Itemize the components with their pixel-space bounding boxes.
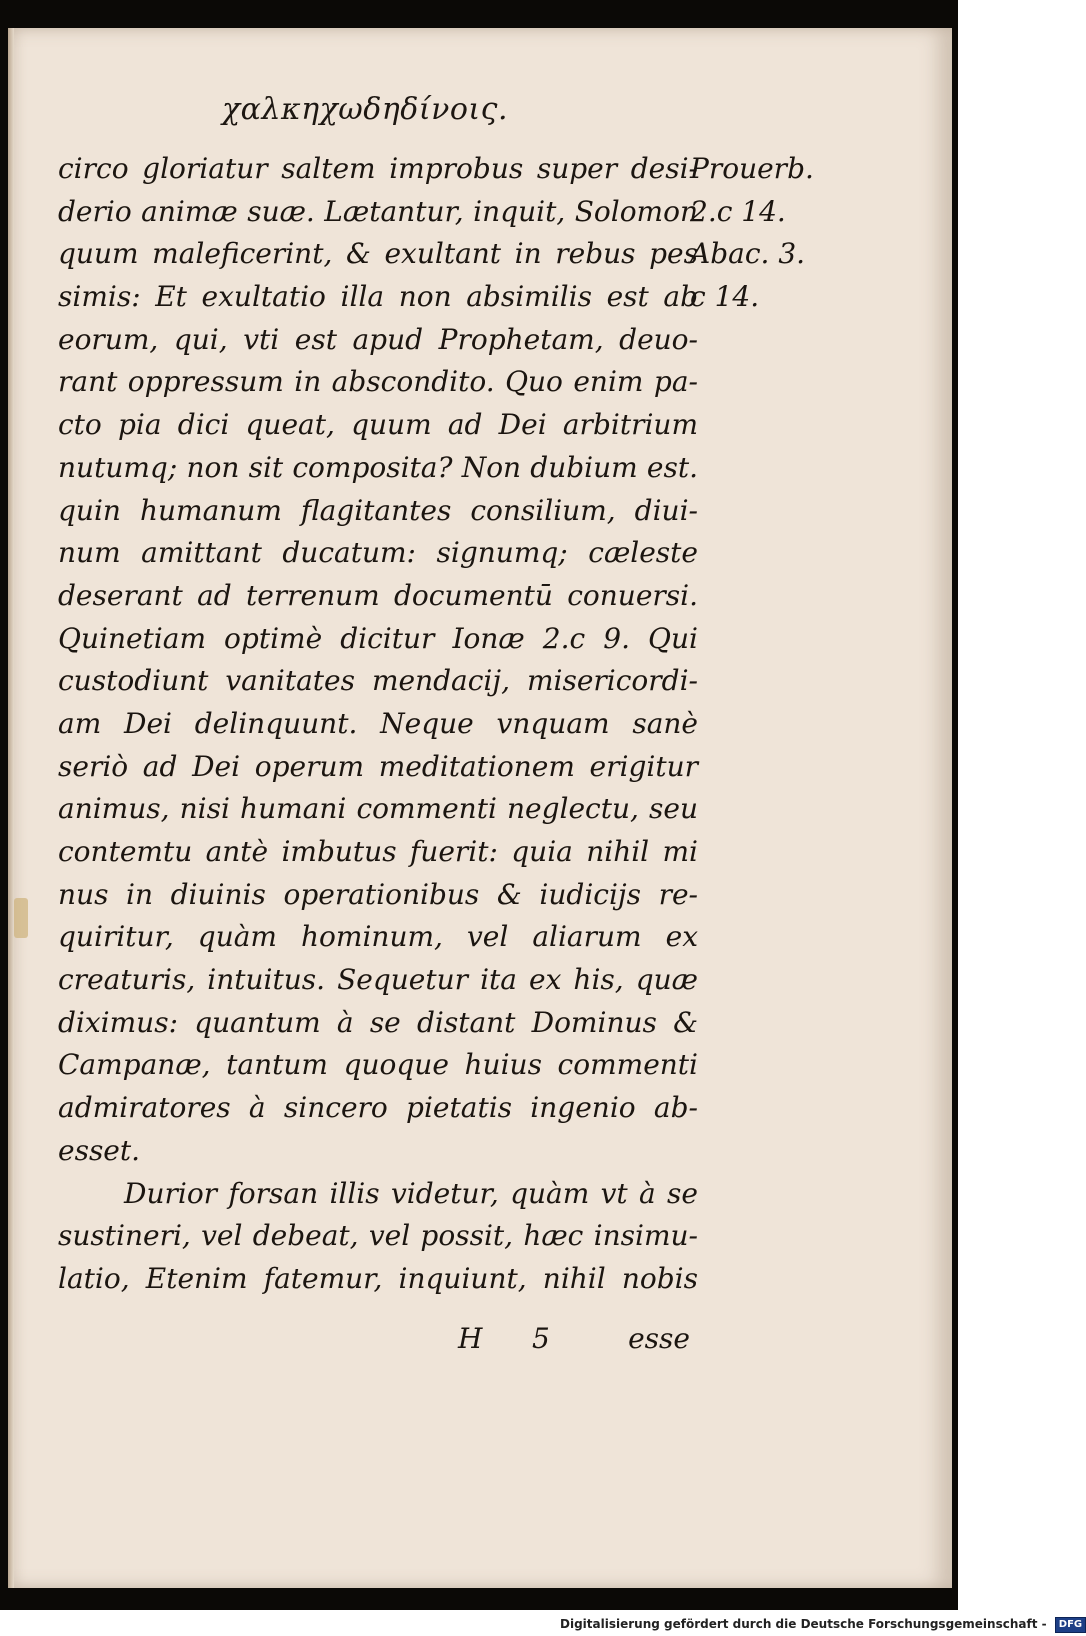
text-line-paragraph-start: Durior forsan illis videtur, quàm vt à se [124,1176,698,1210]
text-line: nutumq; non sit composita? Non dubium est. [58,450,698,484]
catchword: esse [628,1322,690,1355]
margin-notes [690,148,840,319]
dfg-logo: DFG [1055,1617,1086,1633]
text-line: deserant ad terrenum documentū conuersi. [58,578,698,612]
text-line: nus in diuinis operationibus & iudicijs re- [58,877,698,911]
margin-note: Prouerb. [690,152,814,185]
page-edge [8,28,14,1588]
text-line: sustineri, vel debeat, vel possit, hæc insimu- [58,1219,698,1253]
text-line: quin humanum flagitantes consilium, diui- [58,493,698,527]
text-line: contemtu antè imbutus fuerit: quia nihil mi [58,835,698,868]
text-line: cto pia dici queat, quum ad Dei arbitrium [58,408,698,442]
page-stain [14,898,28,938]
running-head: χαλκηχωδηδίνοις. [222,92,508,127]
margin-note: 2.c 14. [690,194,786,228]
text-line: Campanæ, tantum quoque huius commenti [58,1048,698,1082]
text-line: derio animæ suæ. Lætantur, inquit, Solomon [58,194,698,228]
digitization-footer [560,1613,1083,1635]
text-line: creaturis, intuitus. Sequetur ita ex his, quæ [58,963,698,997]
text-line: seriò ad Dei operum meditationem erigitur [58,749,698,783]
text-line: diximus: quantum à se distant Dominus & [58,1005,698,1039]
signature-number: 5 [532,1322,550,1355]
signature-mark: H [458,1322,483,1355]
text-line: simis: Et exultatio illa non absimilis est ab [58,280,698,314]
text-line: quum maleficerint, & exultant in rebus pes [58,237,698,271]
text-line: eorum, qui, vti est apud Prophetam, deuo- [58,322,698,356]
text-line: latio, Etenim fatemur, inquiunt, nihil nobis [58,1261,698,1295]
text-line: num amittant ducatum: signumq; cæleste [58,536,698,570]
text-line: admiratores à sincero pietatis ingenio ab- [58,1091,698,1125]
catchline [458,1318,690,1360]
margin-note: c 14. [690,280,760,314]
text-line: Quinetiam optimè dicitur Ionæ 2.c 9. Qui [58,621,698,655]
margin-note: Abac. 3. [690,237,806,271]
text-line: quiritur, quàm hominum, vel aliarum ex [58,920,698,954]
text-line: circo gloriatur saltem improbus super desi- [58,152,698,185]
text-line: esset. [58,1133,141,1167]
text-line: custodiunt vanitates mendacij, misericordi- [58,664,698,698]
body-text [58,148,698,1301]
text-line: am Dei delinquunt. Neque vnquam sanè [58,706,698,740]
footer-text: Digitalisierung gefördert durch die Deutsche Forschungsgemeinschaft - [560,1617,1047,1631]
text-line: rant oppressum in abscondito. Quo enim pa- [58,365,698,399]
text-line: animus, nisi humani commenti neglectu, seu [58,792,698,826]
